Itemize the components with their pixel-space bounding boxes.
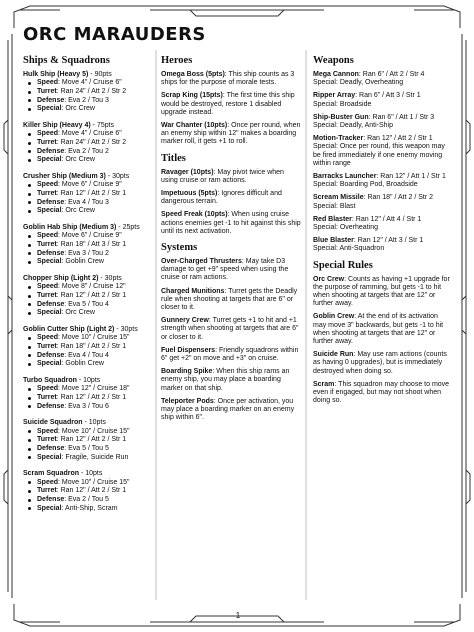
rule-entry [161, 317, 301, 342]
ship-stat-item [23, 199, 153, 208]
stat-label: Speed [37, 130, 59, 138]
heroes-heading: Heroes [161, 55, 193, 66]
ship-name [23, 419, 153, 427]
ship-stat-item [23, 232, 153, 241]
stat-value: : Ran 18" / Att 3 / Str 1 [56, 240, 127, 248]
stat-label: Special [37, 207, 62, 215]
stat-value: : Eva 4 / Tou 3 [64, 198, 109, 206]
weapon-special: Special: Blast [313, 202, 356, 210]
weapon-entry [313, 237, 453, 253]
stat-label: Speed [37, 427, 59, 435]
rule-text: : Turret gets +1 to hit and +1 strength when shooting at targets that are 6" or closer to it. [161, 317, 299, 341]
rule-name: Orc Crew [313, 275, 345, 283]
weapons-list [313, 71, 453, 254]
stat-label: Speed [37, 334, 59, 342]
stat-value: : Eva 3 / Tou 2 [64, 249, 109, 257]
rule-entry [161, 122, 301, 147]
weapon-stats-line [313, 173, 453, 181]
special-rules-heading: Special Rules [313, 259, 373, 271]
weapon-entry [313, 173, 453, 189]
stat-label: Turret [37, 189, 57, 197]
rule-name: Scrap King (15pts) [161, 92, 223, 100]
weapon-special: Special: Boarding Pod, Broadside [313, 181, 418, 189]
titles-list [161, 169, 301, 236]
ship-name-text: Turbo Squadron [23, 377, 77, 385]
ship-stat-item [23, 190, 153, 199]
stat-value: : Move 8" / Cruise 12" [58, 283, 126, 291]
ship-stats-list [23, 428, 153, 463]
weapon-name: Red Blaster [313, 215, 352, 223]
weapon-stats: : Ran 12" / Att 1 / Str 1 [376, 173, 446, 181]
stat-value: : Eva 3 / Tou 6 [64, 402, 109, 410]
rule-text: : The first time this ship would be destroyed, restore 1 disabled upgrade instead. [161, 92, 295, 116]
ship-name-text: Chopper Ship (Light 2) [23, 275, 99, 283]
weapon-stats: : Ran 12" / Att 3 / Str 1 [353, 237, 424, 245]
ship-entry [23, 122, 153, 165]
titles-section [161, 153, 301, 236]
ship-stat-item [23, 394, 153, 403]
stat-value: : Move 4" / Cruise 6" [58, 130, 122, 138]
rule-entry [161, 368, 301, 393]
rule-text: : Friendly squadrons within 6" get +2" on move and +3" on cruise. [161, 346, 299, 363]
systems-list [161, 258, 301, 422]
ships-column [23, 55, 153, 521]
special-rules-list [313, 276, 453, 406]
ship-entry [23, 71, 153, 114]
ship-stat-item [23, 496, 153, 505]
ship-entry [23, 419, 153, 462]
stat-value: : Eva 2 / Tou 3 [64, 96, 109, 104]
ship-stat-item [23, 436, 153, 445]
ship-stat-item [23, 301, 153, 310]
weapon-entry [313, 92, 453, 108]
ship-name [23, 377, 153, 385]
ship-name [23, 173, 153, 181]
stat-value: : Fragile, Suicide Run [61, 453, 129, 461]
weapon-stats-line [313, 71, 453, 79]
ship-points: - 25pts [116, 224, 140, 232]
weapon-entry [313, 194, 453, 210]
ship-stat-item [23, 207, 153, 216]
systems-heading: Systems [161, 242, 198, 254]
stat-label: Turret [37, 87, 57, 95]
ship-entry [23, 224, 153, 267]
weapon-name: Barracks Launcher [313, 173, 377, 181]
ship-name [23, 224, 153, 232]
ship-stat-item [23, 505, 153, 514]
ship-points: - 90pts [88, 71, 112, 78]
middle-column [161, 55, 301, 429]
stat-label: Special [37, 105, 62, 113]
rule-text: : At the end of its activation may move 3" backwards, but gets -1 to hit when shooting at targets that are 12" or further away. [313, 313, 444, 346]
rule-entry [161, 169, 301, 185]
rule-entry [161, 71, 301, 87]
ship-name [23, 71, 153, 79]
ship-stat-item [23, 181, 153, 190]
ship-stat-item [23, 241, 153, 250]
ship-points: - 10pts [82, 419, 106, 427]
stat-value: : Eva 5 / Tou 4 [64, 300, 109, 308]
ship-entry [23, 326, 153, 369]
weapon-name: Ship-Buster Gun [313, 113, 369, 121]
ship-points: - 10pts [76, 377, 101, 385]
page-number: 1 [235, 611, 241, 620]
rule-entry [161, 92, 301, 117]
stat-value: : Move 4" / Cruise 6" [58, 79, 122, 87]
weapon-stats-line [313, 194, 453, 202]
stat-value: : Ran 12" / Att 2 / Str 1 [56, 487, 127, 495]
rule-name: Scram [313, 380, 335, 388]
ship-stat-item [23, 148, 153, 157]
weapon-special: Special: Anti-Squadron [313, 245, 385, 253]
stat-value: : Move 6" / Cruise 9" [58, 181, 122, 189]
weapon-entry [313, 114, 453, 130]
stat-value: : Eva 5 / Tou 5 [64, 445, 109, 453]
stat-value: : Move 10" / Cruise 15" [58, 478, 130, 486]
ships-list [23, 71, 153, 513]
stat-value: : Eva 2 / Tou 5 [64, 496, 109, 504]
stat-label: Special [37, 258, 62, 266]
ship-stat-item [23, 352, 153, 361]
stat-value: : Ran 18" / Att 2 / Str 1 [56, 342, 127, 350]
rule-entry [313, 381, 453, 406]
ship-name-text: Crusher Ship (Medium 3) [23, 173, 106, 181]
ship-stat-item [23, 88, 153, 97]
rule-name: Teleporter Pods [161, 397, 214, 405]
weapons-section [313, 55, 453, 254]
stat-label: Speed [37, 478, 59, 486]
ship-name [23, 470, 153, 478]
rule-text: : Ignores difficult and dangerous terrain. [161, 190, 282, 206]
ship-stat-item [23, 250, 153, 259]
stat-label: Special [37, 504, 62, 512]
rule-entry [161, 211, 301, 236]
weapon-stats-line [313, 237, 453, 245]
rule-text: : This ship counts as 3 ships for the purpose of morale tests. [161, 71, 295, 87]
systems-section [161, 242, 301, 422]
stat-label: Turret [37, 291, 57, 299]
ship-stat-item [23, 130, 153, 139]
stat-value: : Ran 12" / Att 2 / Str 1 [56, 436, 127, 444]
stat-label: Defense [37, 351, 65, 359]
stat-value: : Goblin Crew [61, 360, 104, 368]
ship-stat-item [23, 385, 153, 394]
stat-label: Speed [37, 79, 59, 87]
ship-stat-item [23, 292, 153, 301]
ship-stat-item [23, 334, 153, 343]
stat-value: : Orc Crew [61, 207, 95, 215]
weapon-entry [313, 71, 453, 87]
ship-stat-item [23, 309, 153, 318]
ship-points: - 10pts [79, 470, 103, 478]
ship-name-text: Killer Ship (Heavy 4) [23, 122, 91, 130]
stat-label: Defense [37, 300, 65, 308]
weapon-stats-line [313, 216, 453, 224]
stat-label: Turret [37, 342, 57, 350]
weapon-special: Special: Overheating [313, 224, 378, 232]
ship-points: - 30pts [114, 326, 138, 334]
stat-label: Defense [37, 445, 65, 453]
rule-text: : When this ship rams an enemy ship, you may place a boarding marker on that ship. [161, 368, 290, 392]
rule-name: Omega Boss (5pts) [161, 71, 225, 78]
ship-points: - 75pts [90, 122, 115, 130]
stat-value: : Ran 24" / Att 2 / Str 2 [56, 138, 127, 146]
stat-value: : Eva 4 / Tou 4 [64, 351, 109, 359]
ship-stats-list [23, 385, 153, 411]
rule-text: : May pivot twice when using cruise or ram actions. [161, 168, 284, 184]
ship-stat-item [23, 105, 153, 114]
ship-name-text: Hulk Ship (Heavy 5) [23, 71, 89, 78]
weapon-name: Motion-Tracker [313, 135, 364, 143]
rule-text: : May use ram actions (counts as having 0 upgrades), but is immediately destroyed when doing so. [313, 351, 447, 375]
stat-label: Special [37, 309, 62, 317]
stat-label: Defense [37, 402, 65, 410]
weapon-stats-line [313, 92, 453, 100]
stat-value: : Anti-Ship, Scram [61, 504, 118, 512]
stat-value: : Eva 2 / Tou 2 [64, 147, 109, 155]
ship-stats-list [23, 479, 153, 514]
ship-name-text: Scram Squadron [23, 470, 80, 478]
ship-entry [23, 470, 153, 513]
ship-stats-list [23, 130, 153, 165]
stat-label: Turret [37, 138, 57, 146]
stat-value: : Ran 12" / Att 2 / Str 1 [56, 291, 127, 299]
weapon-stats: : Ran 18" / Att 2 / Str 2 [363, 194, 434, 202]
rule-name: Gunnery Crew [161, 317, 209, 325]
ship-stats-list [23, 79, 153, 114]
ship-entry [23, 173, 153, 216]
stat-label: Special [37, 156, 62, 164]
ship-name [23, 275, 153, 283]
page-title: ORC MARAUDERS [23, 24, 206, 45]
ship-stats-list [23, 283, 153, 318]
rule-name: Suicide Run [313, 351, 354, 359]
stat-label: Special [37, 360, 62, 368]
ship-name [23, 122, 153, 130]
rule-text: : May take D3 damage to get +9" speed when using the cruise or ram actions. [161, 258, 289, 282]
ship-stat-item [23, 97, 153, 106]
stat-value: : Move 6" / Cruise 9" [58, 232, 122, 240]
stat-label: Turret [37, 487, 57, 495]
rule-name: Speed Freak (10pts) [161, 211, 228, 219]
heroes-list [161, 71, 301, 147]
stat-value: : Move 10" / Cruise 15" [58, 334, 130, 342]
stat-value: : Move 12" / Cruise 18" [58, 385, 130, 393]
ship-name-text: Goblin Hab Ship (Medium 3) [23, 224, 117, 232]
rule-entry [161, 190, 301, 206]
stat-label: Defense [37, 496, 65, 504]
stat-label: Speed [37, 232, 59, 240]
ship-stats-list [23, 334, 153, 369]
ship-stat-item [23, 283, 153, 292]
stat-label: Defense [37, 198, 65, 206]
stat-label: Turret [37, 394, 57, 401]
stat-value: : Move 10" / Cruise 15" [58, 427, 130, 435]
ship-stat-item [23, 79, 153, 88]
rule-entry [161, 398, 301, 423]
heroes-section [161, 55, 301, 147]
rule-text: : Once per round, when an enemy ship within 12" makes a boarding marker roll, it gets +1 to roll. [161, 122, 301, 146]
weapon-name: Mega Cannon [313, 71, 359, 78]
ship-stat-item [23, 403, 153, 412]
stat-label: Speed [37, 385, 59, 393]
stat-value: : Goblin Crew [61, 258, 104, 266]
weapon-name: Ripper Array [313, 92, 356, 100]
rule-name: Goblin Crew [313, 313, 355, 321]
ship-stat-item [23, 343, 153, 352]
rule-name: Impetuous (5pts) [161, 190, 218, 198]
rule-text: : Turret gets the Deadly rule when shooting at targets that are 6" or closer to it. [161, 287, 298, 312]
stat-value: : Ran 24" / Att 2 / Str 2 [56, 87, 127, 95]
weapon-name: Scream Missile [313, 194, 364, 202]
rule-entry [313, 351, 453, 376]
stat-value: : Orc Crew [61, 309, 95, 317]
stat-label: Defense [37, 249, 65, 257]
weapon-special: Special: Deadly, Overheating [313, 79, 404, 87]
titles-heading: Titles [161, 152, 186, 164]
ship-name [23, 326, 153, 334]
ship-stat-item [23, 445, 153, 454]
rule-name: Over-Charged Thrusters [161, 258, 242, 266]
stat-label: Defense [37, 147, 65, 155]
rule-text: : Counts as having +1 upgrade for the purpose of ramming, but gets -1 to hit when shooting at targets that are 12" or further away. [313, 275, 450, 308]
ship-entry [23, 275, 153, 318]
ship-points: - 30pts [105, 173, 130, 181]
weapon-stats: : Ran 6" / Att 1 / Str 3 [368, 113, 435, 121]
rule-name: Boarding Spike [161, 368, 213, 376]
ship-stat-item [23, 479, 153, 488]
ship-stat-item [23, 454, 153, 463]
special-rules-section [313, 260, 453, 406]
rule-entry [161, 347, 301, 363]
ship-stat-item [23, 139, 153, 148]
ship-name-text: Suicide Squadron [23, 419, 83, 427]
stat-label: Speed [37, 181, 59, 189]
stat-value: : Orc Crew [61, 156, 95, 164]
ships-heading: Ships & Squadrons [23, 55, 110, 66]
ship-stat-item [23, 487, 153, 496]
stat-value: : Ran 12" / Att 2 / Str 1 [56, 189, 127, 197]
rule-text: : This squadron may choose to move even if engaged, but may not shoot when doing so. [313, 380, 450, 405]
weapon-special: Special: Once per round, this weapon may be fired immediately if one enemy moving within range [313, 143, 445, 167]
ship-name-text: Goblin Cutter Ship (Light 2) [23, 326, 115, 334]
ship-stats-list [23, 181, 153, 216]
ship-stat-item [23, 428, 153, 437]
weapons-heading: Weapons [313, 55, 354, 66]
ship-stat-item [23, 156, 153, 165]
weapon-stats: : Ran 12" / Att 4 / Str 1 [351, 215, 422, 223]
rule-entry [161, 258, 301, 283]
rule-entry [313, 313, 453, 346]
ship-stat-item [23, 258, 153, 267]
rule-text: : When using cruise actions enemies get -1 to hit against this ship until its next activation. [161, 211, 301, 235]
stat-label: Special [37, 453, 62, 461]
weapon-stats-line [313, 114, 453, 122]
weapon-entry [313, 216, 453, 232]
ship-points: - 30pts [98, 275, 122, 283]
weapon-entry [313, 135, 453, 168]
weapon-stats: : Ran 6" / Att 2 / Str 4 [358, 71, 425, 78]
stat-label: Turret [37, 240, 57, 248]
weapon-name: Blue Blaster [313, 237, 354, 245]
weapon-special: Special: Deadly, Anti-Ship [313, 122, 394, 130]
stat-value: : Orc Crew [61, 105, 95, 113]
rule-entry [313, 276, 453, 309]
rule-name: Charged Munitions [161, 287, 225, 295]
ship-entry [23, 377, 153, 411]
ship-stat-item [23, 360, 153, 369]
rule-name: Ravager (10pts) [161, 168, 214, 176]
weapon-special: Special: Broadside [313, 100, 372, 108]
weapon-stats-line [313, 135, 453, 143]
rule-entry [161, 288, 301, 313]
weapon-stats: : Ran 6" / Att 3 / Str 1 [355, 92, 421, 100]
stat-label: Speed [37, 283, 59, 291]
stat-value: : Ran 12" / Att 2 / Str 1 [56, 394, 127, 401]
weapon-stats: : Ran 12" / Att 2 / Str 1 [363, 135, 433, 143]
rule-name: Fuel Dispensers [161, 346, 216, 354]
rule-text: : Once per activation, you may place a boarding marker on an enemy ship within 6". [161, 397, 295, 422]
rule-name: War Chanter (10pts) [161, 122, 228, 130]
stat-label: Turret [37, 436, 57, 444]
right-column [313, 55, 453, 412]
stat-label: Defense [37, 96, 65, 104]
ship-stats-list [23, 232, 153, 267]
